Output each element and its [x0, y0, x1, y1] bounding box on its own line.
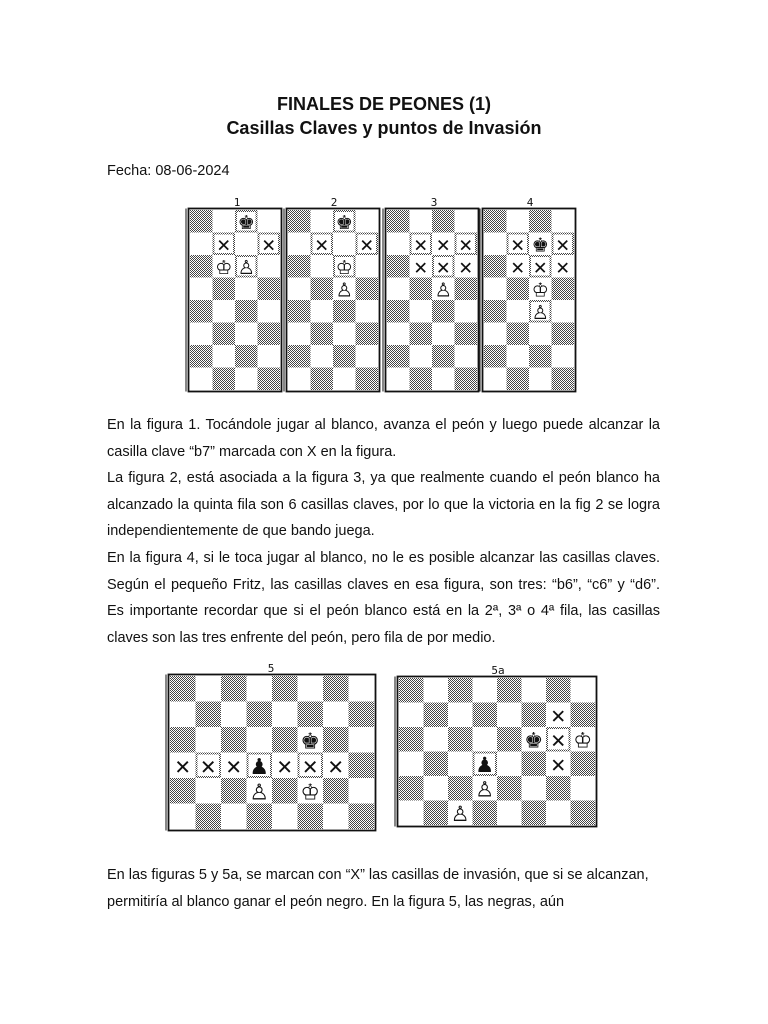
board-square	[258, 323, 281, 346]
board-square	[196, 702, 222, 728]
mark-x: ✕	[276, 755, 294, 779]
board-square	[235, 345, 258, 368]
board-square	[507, 345, 530, 368]
board-square	[298, 804, 324, 830]
board-square	[484, 345, 507, 368]
board-square	[473, 678, 498, 703]
board-square	[258, 368, 281, 391]
board-square	[235, 323, 258, 346]
board-square	[522, 801, 547, 826]
white-pawn-piece: ♙	[531, 300, 549, 324]
board-square	[311, 278, 334, 301]
chess-board-5	[166, 662, 376, 831]
board-square	[356, 300, 379, 323]
board-square	[247, 702, 273, 728]
board-square	[387, 210, 410, 233]
board-square	[333, 300, 356, 323]
mark-x: ✕	[435, 258, 451, 279]
board-square	[288, 233, 311, 256]
board-square	[448, 727, 473, 752]
board-square	[349, 804, 375, 830]
white-king-piece: ♔	[573, 727, 593, 753]
board-square	[235, 368, 258, 391]
board-square	[455, 278, 478, 301]
board-square	[507, 278, 530, 301]
board-square	[529, 368, 552, 391]
board-square	[507, 210, 530, 233]
board-square	[424, 801, 449, 826]
board-square	[432, 345, 455, 368]
figure-label: 5a	[491, 664, 505, 677]
board-square	[410, 368, 433, 391]
board-square	[387, 368, 410, 391]
board-square	[190, 233, 213, 256]
mark-x: ✕	[458, 236, 474, 257]
board-square	[497, 752, 522, 777]
white-king-piece: ♔	[531, 278, 549, 302]
board-square	[432, 368, 455, 391]
board-square	[424, 703, 449, 728]
board-square	[323, 778, 349, 804]
board-square	[356, 368, 379, 391]
board-square	[571, 678, 596, 703]
board-square	[258, 255, 281, 278]
board-square	[221, 702, 247, 728]
board-square	[213, 278, 236, 301]
figure-label: 3	[430, 196, 438, 209]
board-square	[311, 255, 334, 278]
mark-x: ✕	[327, 755, 345, 779]
board-square	[170, 804, 196, 830]
white-king-piece: ♔	[300, 780, 321, 806]
mark-x: ✕	[225, 755, 243, 779]
board-square	[399, 703, 424, 728]
board-square	[190, 210, 213, 233]
board-square	[288, 278, 311, 301]
figure-label: 4	[526, 196, 534, 209]
board-square	[288, 210, 311, 233]
board-square	[410, 300, 433, 323]
board-square	[432, 323, 455, 346]
mark-x: ✕	[550, 705, 567, 729]
board-square	[333, 233, 356, 256]
board-square	[235, 278, 258, 301]
board-square	[455, 210, 478, 233]
board-square	[288, 368, 311, 391]
board-square	[424, 752, 449, 777]
board-square	[272, 702, 298, 728]
board-square	[448, 776, 473, 801]
board-square	[196, 804, 222, 830]
board-square	[213, 210, 236, 233]
mark-x: ✕	[555, 236, 571, 257]
board-square	[190, 255, 213, 278]
board-square	[484, 255, 507, 278]
board-square	[410, 345, 433, 368]
date-line: Fecha: 08-06-2024	[107, 163, 230, 179]
board-square	[311, 323, 334, 346]
board-square	[272, 727, 298, 753]
board-square	[484, 210, 507, 233]
board-square	[529, 323, 552, 346]
board-square	[190, 345, 213, 368]
board-square	[349, 676, 375, 702]
board-square	[356, 210, 379, 233]
board-square	[484, 368, 507, 391]
mark-x: ✕	[555, 258, 571, 279]
board-square	[387, 233, 410, 256]
board-square	[387, 323, 410, 346]
board-square	[258, 345, 281, 368]
mark-x: ✕	[458, 258, 474, 279]
white-pawn-piece: ♙	[450, 801, 470, 827]
board-square	[323, 727, 349, 753]
black-king-piece: ♚	[335, 210, 353, 234]
board-square	[448, 752, 473, 777]
board-square	[473, 801, 498, 826]
board-square	[288, 323, 311, 346]
black-king-piece: ♚	[300, 729, 321, 755]
board-square	[196, 778, 222, 804]
board-square	[410, 210, 433, 233]
chess-board-5a	[395, 664, 597, 827]
board-square	[349, 727, 375, 753]
board-square	[507, 323, 530, 346]
mark-x: ✕	[216, 236, 232, 257]
board-square	[432, 210, 455, 233]
board-square	[170, 778, 196, 804]
board-square	[356, 278, 379, 301]
mark-x: ✕	[261, 236, 277, 257]
board-square	[497, 703, 522, 728]
board-square	[399, 776, 424, 801]
mark-x: ✕	[413, 258, 429, 279]
board-square	[272, 804, 298, 830]
board-square	[432, 300, 455, 323]
board-square	[247, 804, 273, 830]
board-square	[298, 702, 324, 728]
board-square	[221, 676, 247, 702]
board-square	[497, 801, 522, 826]
board-square	[552, 278, 575, 301]
board-square	[288, 300, 311, 323]
mark-x: ✕	[550, 754, 567, 778]
board-square	[311, 210, 334, 233]
board-square	[221, 804, 247, 830]
mark-x: ✕	[314, 236, 330, 257]
board-square	[170, 702, 196, 728]
board-square	[213, 368, 236, 391]
board-square	[387, 345, 410, 368]
white-pawn-piece: ♙	[237, 255, 255, 279]
board-square	[288, 345, 311, 368]
chess-board-1	[186, 196, 282, 392]
board-square	[399, 727, 424, 752]
board-square	[529, 345, 552, 368]
board-square	[213, 345, 236, 368]
board-square	[356, 255, 379, 278]
board-square	[190, 300, 213, 323]
board-square	[448, 678, 473, 703]
board-square	[522, 752, 547, 777]
board-square	[311, 300, 334, 323]
board-square	[571, 776, 596, 801]
board-square	[497, 776, 522, 801]
board-square	[410, 278, 433, 301]
board-square	[170, 727, 196, 753]
chess-board-4	[480, 196, 576, 392]
board-square	[507, 368, 530, 391]
board-square	[190, 323, 213, 346]
mark-x: ✕	[174, 755, 192, 779]
white-pawn-piece: ♙	[475, 776, 495, 802]
board-square	[213, 300, 236, 323]
mark-x: ✕	[435, 236, 451, 257]
board-square	[552, 210, 575, 233]
board-square	[399, 678, 424, 703]
board-square	[323, 676, 349, 702]
board-square	[455, 368, 478, 391]
white-pawn-piece: ♙	[434, 278, 452, 302]
white-king-piece: ♔	[215, 255, 233, 279]
board-square	[529, 210, 552, 233]
board-square	[349, 778, 375, 804]
board-square	[455, 323, 478, 346]
figure-label: 2	[330, 196, 338, 209]
board-square	[473, 703, 498, 728]
chess-board-2	[284, 196, 380, 392]
board-square	[448, 703, 473, 728]
board-square	[571, 801, 596, 826]
board-square	[387, 255, 410, 278]
board-square	[497, 727, 522, 752]
board-square	[333, 323, 356, 346]
board-square	[311, 345, 334, 368]
board-square	[333, 368, 356, 391]
paragraph-3: En la figura 4, si le toca jugar al blanco, no le es posible alcanzar las casillas claves. Según el pequeño Fritz, las casillas claves en esa figura, son tres: “b6”, “c6” y “d6”. Es importante recordar que si el peón blanco está en la 2ª, 3ª o 4ª fila, las casillas claves son las tres enfrente del peón, pero fila de por medio.	[107, 550, 660, 646]
board-square	[507, 300, 530, 323]
paragraph-2: La figura 2, está asociada a la figura 3, ya que realmente cuando el peón blanco ha alcanzado la quinta fila son 6 casillas claves, por lo que la victoria en la fig 2 se logra independientemente de que bando juega.	[107, 470, 660, 539]
mark-x: ✕	[510, 236, 526, 257]
white-pawn-piece: ♙	[249, 780, 270, 806]
page-title: FINALES DE PEONES (1)	[276, 94, 492, 114]
mark-x: ✕	[550, 729, 567, 753]
board-square	[272, 676, 298, 702]
mark-x: ✕	[199, 755, 217, 779]
board-square	[288, 255, 311, 278]
white-king-piece: ♔	[335, 255, 353, 279]
board-square	[522, 678, 547, 703]
board-square	[497, 678, 522, 703]
board-square	[196, 676, 222, 702]
board-square	[235, 233, 258, 256]
board-square	[484, 233, 507, 256]
board-square	[424, 727, 449, 752]
page-subtitle: Casillas Claves y puntos de Invasión	[226, 118, 542, 138]
figure-label: 5	[267, 662, 275, 675]
paragraph-1: En la figura 1. Tocándole jugar al blanco, avanza el peón y luego puede alcanzar la casilla clave “b7” marcada con X en la figura.	[107, 417, 660, 460]
paragraph-4: En las figuras 5 y 5a, se marcan con “X” las casillas de invasión, que si se alcanzan, permitiría al blanco ganar el peón negro. En la figura 5, las negras, aún	[107, 867, 649, 910]
board-square	[196, 727, 222, 753]
board-square	[455, 345, 478, 368]
black-pawn-piece: ♟	[475, 752, 495, 778]
mark-x: ✕	[510, 258, 526, 279]
board-square	[552, 368, 575, 391]
board-square	[258, 210, 281, 233]
board-square	[522, 776, 547, 801]
board-square	[424, 776, 449, 801]
board-square	[399, 801, 424, 826]
board-square	[571, 703, 596, 728]
board-square	[235, 300, 258, 323]
board-square	[356, 323, 379, 346]
board-square	[311, 368, 334, 391]
board-square	[522, 703, 547, 728]
board-square	[349, 753, 375, 779]
board-square	[221, 727, 247, 753]
black-king-piece: ♚	[531, 233, 549, 257]
board-square	[410, 323, 433, 346]
board-square	[258, 300, 281, 323]
board-square	[272, 778, 298, 804]
board-square	[387, 300, 410, 323]
mark-x: ✕	[359, 236, 375, 257]
mark-x: ✕	[301, 755, 319, 779]
board-square	[571, 752, 596, 777]
board-square	[356, 345, 379, 368]
board-square	[455, 300, 478, 323]
board-square	[387, 278, 410, 301]
board-square	[424, 678, 449, 703]
board-square	[170, 676, 196, 702]
board-square	[552, 323, 575, 346]
board-square	[323, 702, 349, 728]
board-square	[552, 300, 575, 323]
board-square	[298, 676, 324, 702]
board-square	[258, 278, 281, 301]
board-square	[552, 345, 575, 368]
black-pawn-piece: ♟	[249, 754, 270, 780]
board-square	[546, 678, 571, 703]
board-square	[213, 323, 236, 346]
black-king-piece: ♚	[237, 210, 255, 234]
board-square	[349, 702, 375, 728]
black-king-piece: ♚	[524, 727, 544, 753]
board-square	[323, 804, 349, 830]
board-square	[247, 676, 273, 702]
board-square	[399, 752, 424, 777]
board-square	[190, 278, 213, 301]
board-square	[484, 300, 507, 323]
mark-x: ✕	[532, 258, 548, 279]
board-square	[190, 368, 213, 391]
white-pawn-piece: ♙	[335, 278, 353, 302]
chess-board-3	[383, 196, 479, 392]
figure-label: 1	[233, 196, 241, 209]
board-square	[333, 345, 356, 368]
board-square	[247, 727, 273, 753]
mark-x: ✕	[413, 236, 429, 257]
board-square	[546, 801, 571, 826]
board-square	[546, 776, 571, 801]
board-square	[473, 727, 498, 752]
board-square	[484, 323, 507, 346]
board-square	[484, 278, 507, 301]
board-square	[221, 778, 247, 804]
